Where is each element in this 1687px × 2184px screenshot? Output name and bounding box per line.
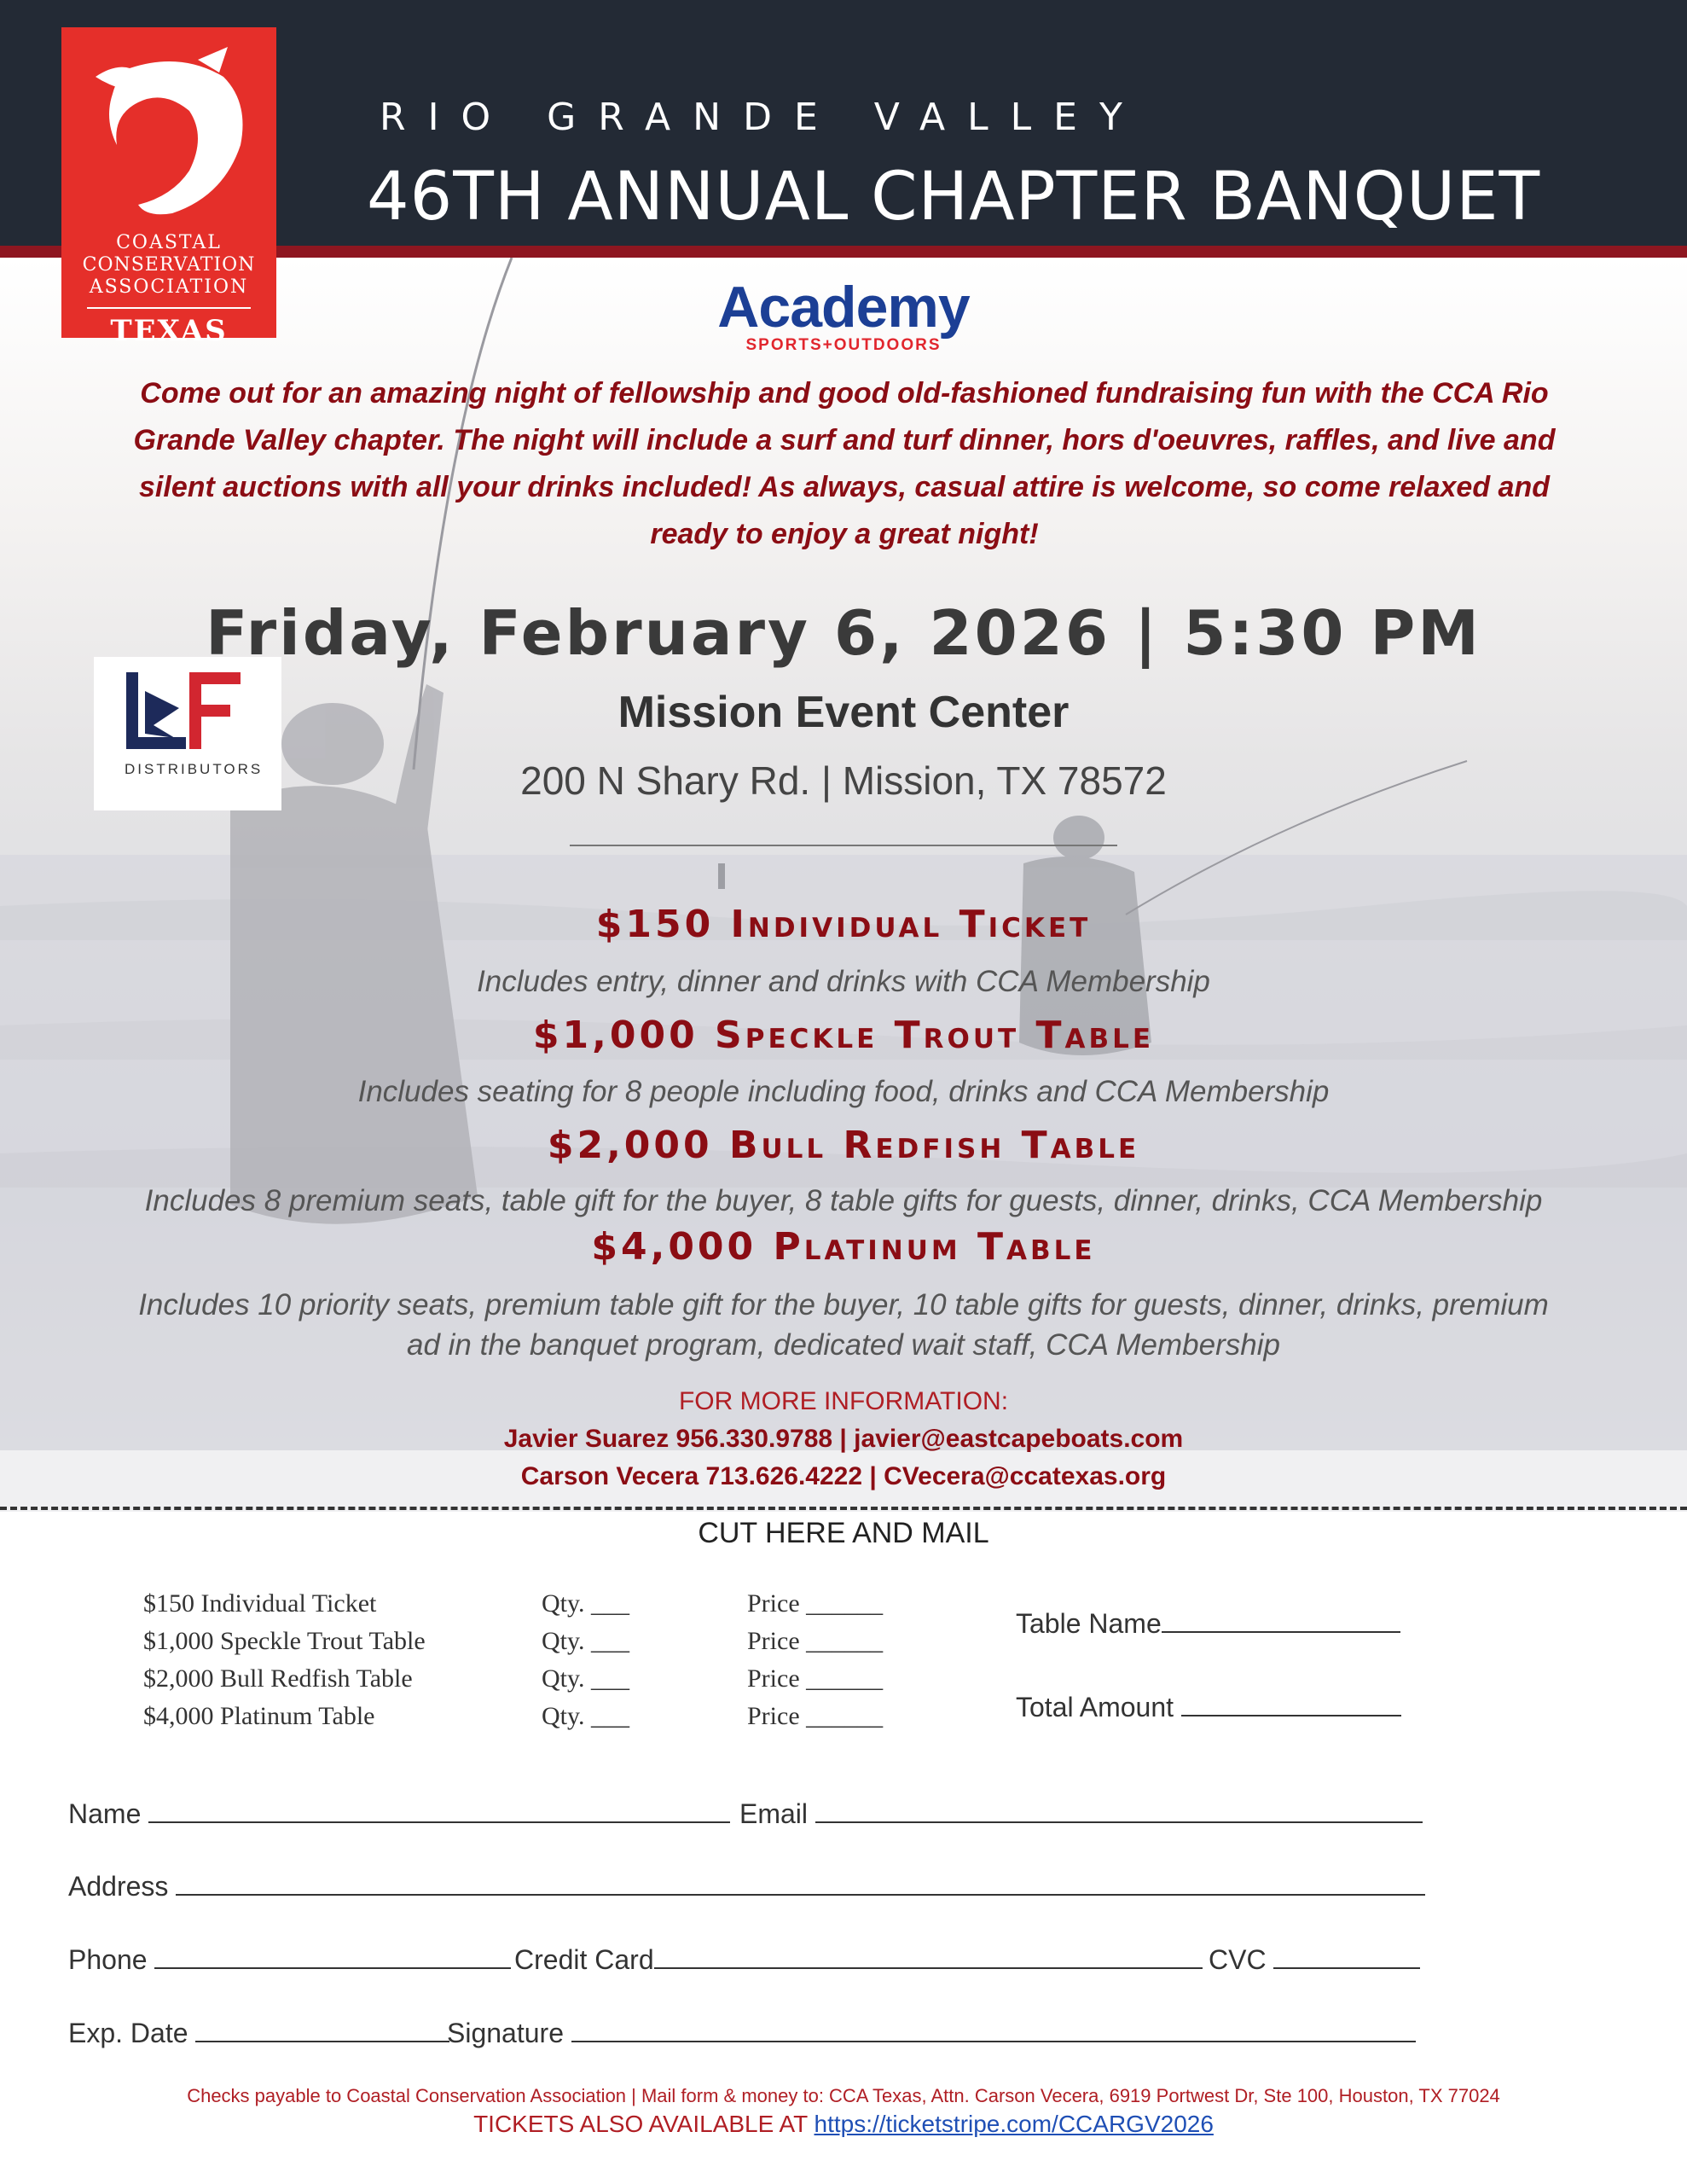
order-price-column bbox=[747, 1585, 883, 1735]
logo-text-conservation: CONSERVATION bbox=[82, 254, 256, 276]
table-name-input[interactable] bbox=[1162, 1607, 1400, 1633]
banquet-title: 46TH ANNUAL CHAPTER BANQUET bbox=[367, 159, 1541, 235]
ticket-title-bull-redfish: $2,000 Bull Redfish Table bbox=[547, 1124, 1140, 1167]
details-divider bbox=[570, 845, 1117, 846]
credit-card-input[interactable] bbox=[654, 1943, 1203, 1969]
total-amount-label: Total Amount bbox=[1016, 1692, 1174, 1722]
phone-input[interactable] bbox=[154, 1943, 511, 1969]
email-field[interactable] bbox=[739, 1798, 1423, 1830]
qty-field[interactable]: Qty. ___ bbox=[542, 1664, 630, 1693]
email-label: Email bbox=[739, 1798, 809, 1829]
order-item: $150 Individual Ticket bbox=[143, 1589, 377, 1618]
signature-label: Signature bbox=[447, 2018, 564, 2048]
signature-field[interactable] bbox=[447, 2017, 1416, 2049]
event-intro-text: Come out for an amazing night of fellowship and good old-fashioned fundraising fun with the CCA Rio Grande Valley chapter. The night will include a surf and turf dinner, hors d'oeuvres, raffles, and live and silent auctions with all your drinks included! As always, casual attire is welcome, so come relaxed and ready to enjoy a great night! bbox=[133, 377, 1556, 550]
table-name-label: Table Name bbox=[1016, 1608, 1162, 1639]
academy-tagline: SPORTS+OUTDOORS bbox=[745, 336, 942, 354]
redfish-icon bbox=[78, 43, 259, 222]
email-input[interactable] bbox=[815, 1798, 1423, 1823]
ticket-title-platinum: $4,000 Platinum Table bbox=[591, 1225, 1096, 1269]
mailing-instructions: Checks payable to Coastal Conservation Association | Mail form & money to: CCA Texas, Attn. Carson Vecera, 6919 Portwest Dr, Ste 100, Houston, TX 77024 bbox=[187, 2085, 1500, 2106]
ticket-title-speckle-trout: $1,000 Speckle Trout Table bbox=[532, 1014, 1155, 1057]
event-address: 200 N Shary Rd. | Mission, TX 78572 bbox=[520, 758, 1167, 803]
tickets-prefix: TICKETS ALSO AVAILABLE AT bbox=[473, 2111, 808, 2137]
contact-javier: Javier Suarez 956.330.9788 | javier@eastcapeboats.com bbox=[503, 1425, 1184, 1453]
qty-field[interactable]: Qty. ___ bbox=[542, 1702, 630, 1730]
cut-line bbox=[0, 1507, 1687, 1510]
price-field[interactable]: Price ______ bbox=[747, 1702, 884, 1730]
lf-distributors-text: DISTRIBUTORS bbox=[125, 761, 264, 777]
price-field[interactable]: Price ______ bbox=[747, 1664, 884, 1693]
contact-heading: FOR MORE INFORMATION: bbox=[678, 1387, 1009, 1415]
ticketstripe-link[interactable]: https://ticketstripe.com/CCARGV2026 bbox=[814, 2111, 1214, 2137]
ticket-desc-platinum-line1: Includes 10 priority seats, premium table gift for the buyer, 10 table gifts for guests, dinner, drinks, premium bbox=[138, 1288, 1549, 1321]
chapter-subtitle: RIO GRANDE VALLEY bbox=[380, 96, 1145, 139]
order-item: $2,000 Bull Redfish Table bbox=[143, 1664, 413, 1693]
ticket-desc-individual: Includes entry, dinner and drinks with CCA Membership bbox=[477, 965, 1210, 998]
ticket-desc-speckle-trout: Includes seating for 8 people including food, drinks and CCA Membership bbox=[357, 1075, 1330, 1108]
order-item: $1,000 Speckle Trout Table bbox=[143, 1627, 426, 1655]
total-amount-field[interactable] bbox=[1016, 1691, 1401, 1723]
phone-field[interactable] bbox=[68, 1943, 511, 1976]
academy-sponsor-logo bbox=[710, 275, 977, 355]
cca-texas-logo bbox=[61, 27, 276, 348]
academy-wordmark: Academy bbox=[717, 275, 970, 340]
logo-text-coastal: COASTAL bbox=[116, 232, 222, 253]
online-tickets-line bbox=[0, 2111, 1687, 2138]
address-label: Address bbox=[68, 1871, 169, 1902]
order-item: $4,000 Platinum Table bbox=[143, 1702, 375, 1730]
logo-text-texas: TEXAS bbox=[110, 314, 228, 348]
exp-date-field[interactable] bbox=[68, 2017, 449, 2049]
phone-label: Phone bbox=[68, 1944, 148, 1975]
credit-card-label: Credit Card bbox=[514, 1944, 654, 1975]
event-venue: Mission Event Center bbox=[617, 688, 1070, 737]
ticket-desc-platinum-line2: ad in the banquet program, dedicated wait staff, CCA Membership bbox=[407, 1328, 1280, 1362]
qty-field[interactable]: Qty. ___ bbox=[542, 1589, 630, 1618]
ticket-title-individual: $150 Individual Ticket bbox=[595, 903, 1092, 946]
exp-date-input[interactable] bbox=[195, 2017, 449, 2042]
logo-text-association: ASSOCIATION bbox=[89, 276, 249, 298]
ticket-desc-bull-redfish: Includes 8 premium seats, table gift for the buyer, 8 table gifts for guests, dinner, drinks, CCA Membership bbox=[144, 1184, 1543, 1217]
credit-card-field[interactable] bbox=[514, 1943, 1203, 1976]
exp-date-label: Exp. Date bbox=[68, 2018, 188, 2048]
contact-carson: Carson Vecera 713.626.4222 | CVecera@ccatexas.org bbox=[520, 1462, 1167, 1490]
qty-field[interactable]: Qty. ___ bbox=[542, 1627, 630, 1655]
total-amount-input[interactable] bbox=[1181, 1691, 1401, 1716]
price-field[interactable]: Price ______ bbox=[747, 1627, 884, 1655]
price-field[interactable]: Price ______ bbox=[747, 1589, 884, 1618]
signature-input[interactable] bbox=[571, 2017, 1416, 2042]
cvc-label: CVC bbox=[1209, 1944, 1267, 1975]
cvc-input[interactable] bbox=[1273, 1943, 1420, 1969]
address-input[interactable] bbox=[176, 1870, 1425, 1896]
cvc-field[interactable] bbox=[1209, 1943, 1420, 1976]
order-items-column bbox=[143, 1585, 426, 1735]
name-label: Name bbox=[68, 1798, 142, 1829]
name-input[interactable] bbox=[148, 1798, 730, 1823]
table-name-field[interactable] bbox=[1016, 1607, 1400, 1640]
order-qty-column bbox=[542, 1585, 629, 1735]
event-date-time: Friday, February 6, 2026 | 5:30 PM bbox=[206, 597, 1481, 669]
address-field[interactable] bbox=[68, 1870, 1425, 1902]
logo-divider bbox=[87, 307, 251, 309]
name-field[interactable] bbox=[68, 1798, 730, 1830]
cut-here-text: CUT HERE AND MAIL bbox=[698, 1517, 989, 1549]
